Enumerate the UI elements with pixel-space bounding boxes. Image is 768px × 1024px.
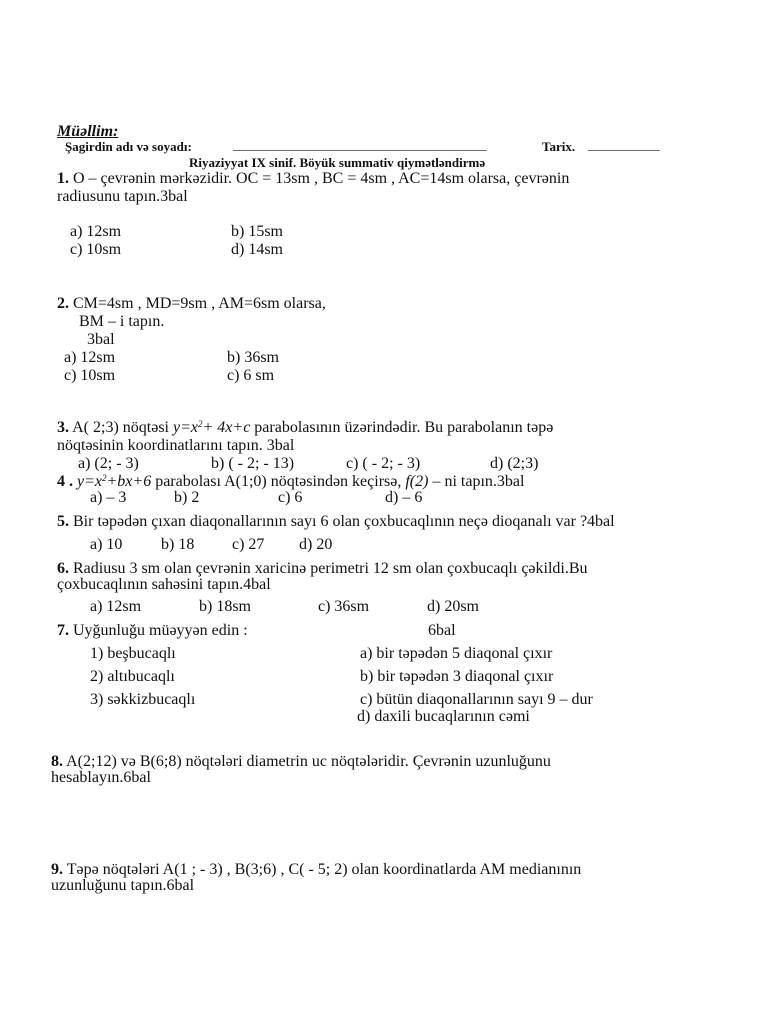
answer-option: d) – 6 [385, 489, 423, 506]
question-text: O – çevrənin mərkəzidir. OC = 13sm , BC = 4sm , AC=14sm olarsa, çevrənin [73, 170, 570, 187]
question-number: 5. [57, 513, 69, 530]
answer-option: d) 14sm [231, 241, 283, 258]
question-number: 3. [57, 419, 69, 436]
question-text-line2: uzunluğunu tapın.6bal [51, 877, 195, 894]
match-left-item: 3) səkkizbucaqlı [90, 691, 196, 708]
question-text: Təpə nöqtələri A(1 ; - 3) , B(3;6) , C( - 5; 2) olan koordinatlarda AM medianının [66, 861, 582, 878]
question-number: 1. [57, 170, 69, 187]
answer-option: a) – 3 [90, 489, 127, 506]
question-text: Bir təpədən çıxan diaqonallarının sayı 6 olan çoxbucaqlının neçə dioqanalı var ?4bal [73, 513, 615, 530]
answer-option: a) 12sm [70, 223, 122, 240]
question-4 [57, 474, 524, 490]
question-text-line2: çoxbucaqlının sahəsini tapın.4bal [57, 576, 271, 593]
question-points: 3bal [87, 331, 115, 348]
answer-option: c) ( - 2; - 3) [346, 455, 421, 472]
date-label: Tarix. [542, 139, 576, 154]
answer-option: b) 18sm [199, 598, 251, 615]
question-3 [57, 420, 553, 436]
question-text: Uyğunluğu müəyyən edin : [73, 622, 248, 639]
date-field[interactable]: ___________ [588, 137, 660, 152]
answer-option: d) 20 [299, 536, 333, 553]
answer-option: c) 10sm [70, 241, 122, 258]
teacher-label: Müəllim: [57, 123, 119, 140]
match-right-item: d) daxili bucaqlarının cəmi [357, 708, 530, 725]
formula: $y=x^2+ 4x+c$ [173, 419, 251, 436]
answer-option: a) 12sm [90, 598, 142, 615]
question-text: CM=4sm , MD=9sm , AM=6sm olarsa, [73, 295, 326, 312]
question-2 [57, 296, 326, 312]
question-text: – ni tapın.3bal [432, 473, 525, 490]
answer-option: b) 36sm [227, 349, 279, 366]
answer-option: b) 15sm [231, 223, 283, 240]
answer-option: c) 36sm [318, 598, 370, 615]
answer-option: d) (2;3) [490, 455, 539, 472]
question-text-line2: nöqtəsinin koordinatlarını tapın. 3bal [57, 437, 295, 454]
match-right-item: c) bütün diaqonallarının sayı 9 – dur [360, 691, 593, 708]
formula: f(2) [405, 473, 429, 490]
question-text: A( 2;3) nöqtəsi [72, 419, 169, 436]
question-1 [57, 171, 569, 187]
question-5 [57, 514, 615, 530]
question-number: 8. [51, 753, 63, 770]
question-text: A(2;12) və B(6;8) nöqtələri diametrin uc nöqtələridir. Çevrənin uzunluğunu [66, 753, 551, 770]
match-right-item: a) bir təpədən 5 diaqonal çıxır [360, 645, 553, 662]
question-8 [51, 754, 551, 770]
question-number: 7. [57, 622, 69, 639]
answer-option: c) 6 sm [227, 367, 275, 384]
student-name-field[interactable]: _______________________________________ [233, 137, 487, 152]
answer-option: c) 6 [278, 489, 303, 506]
question-text: parabolasının üzərindədir. Bu parabolanın təpə [254, 419, 554, 436]
answer-option: d) 20sm [427, 598, 479, 615]
formula: $y=x^2+bx+6$ [77, 473, 152, 490]
answer-option: a) 10 [90, 536, 123, 553]
match-left-item: 1) beşbucaqlı [90, 645, 176, 662]
answer-option: a) 12sm [64, 349, 116, 366]
answer-option: a) (2; - 3) [78, 455, 139, 472]
question-number: 4 . [57, 473, 73, 490]
question-number: 6. [57, 560, 69, 577]
answer-option: b) 2 [174, 489, 200, 506]
answer-option: b) 18 [161, 536, 195, 553]
question-points: 6bal [428, 622, 456, 639]
question-text-line2: BM – i tapın. [79, 313, 165, 330]
answer-option: b) ( - 2; - 13) [211, 455, 295, 472]
answer-option: c) 27 [232, 536, 265, 553]
match-left-item: 2) altıbucaqlı [90, 668, 175, 685]
question-7 [57, 623, 248, 639]
question-6 [57, 561, 588, 577]
match-right-item: b) bir təpədən 3 diaqonal çıxır [360, 668, 554, 685]
question-text-line2: radiusunu tapın.3bal [57, 188, 188, 205]
question-number: 2. [57, 295, 69, 312]
question-text-line2: hesablayın.6bal [51, 769, 151, 786]
question-text: Radiusu 3 sm olan çevrənin xaricinə perimetri 12 sm olan çoxbucaqlı çəkildi.Bu [73, 560, 588, 577]
question-text: parabolası A(1;0) nöqtəsindən keçirsə, [155, 473, 402, 490]
exam-title: Riyaziyyat IX sinif. Böyük summativ qiymətləndirmə [189, 155, 486, 170]
answer-option: c) 10sm [64, 367, 116, 384]
question-number: 9. [51, 861, 63, 878]
question-9 [51, 862, 581, 878]
student-name-label: Şagirdin adı və soyadı: [65, 139, 192, 154]
